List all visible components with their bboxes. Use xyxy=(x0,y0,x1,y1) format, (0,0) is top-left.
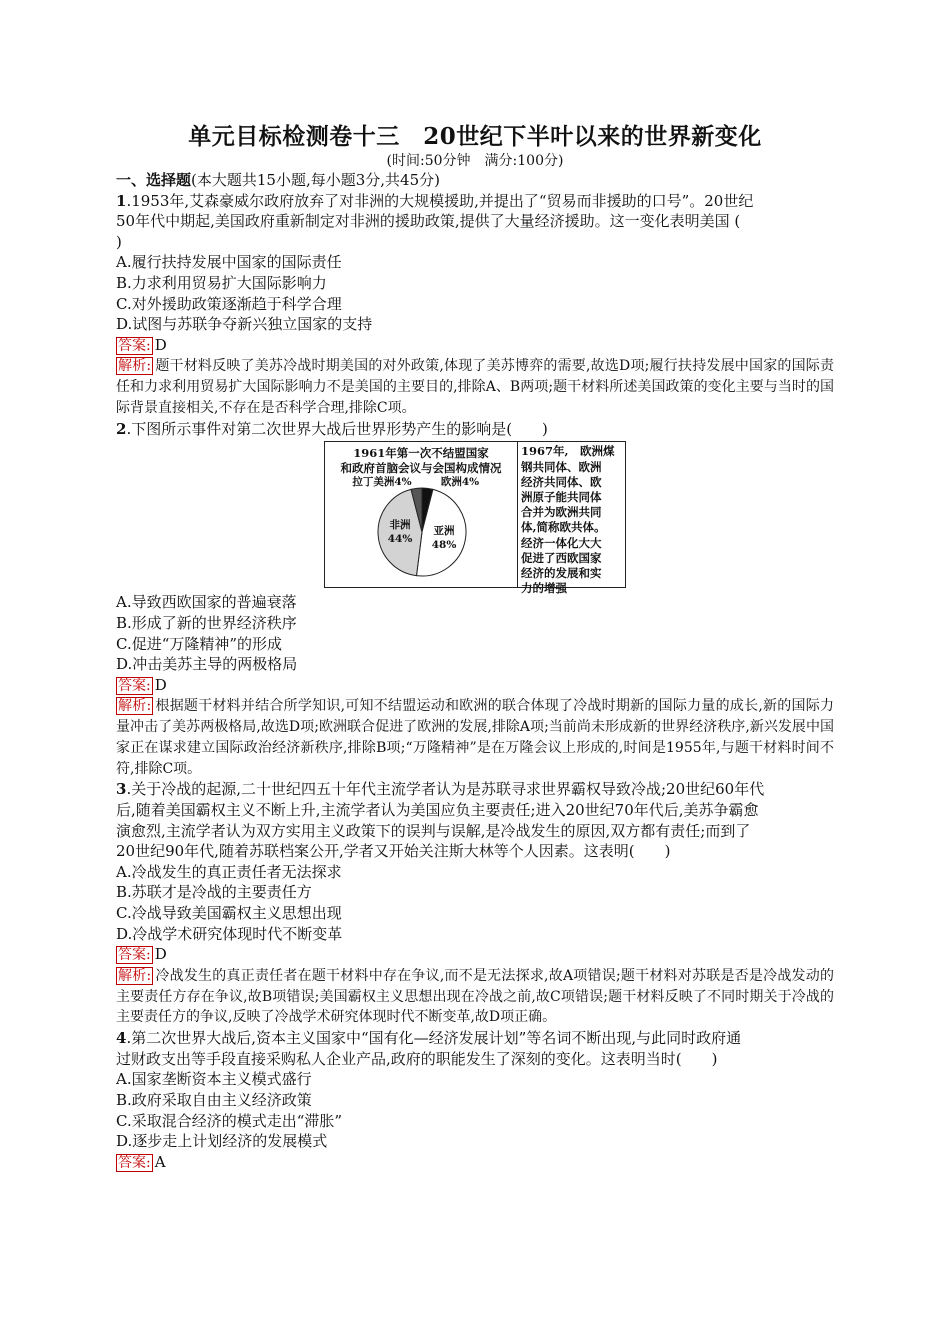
option-d: D.冲击美苏主导的两极格局 xyxy=(116,655,298,674)
figure-text-line: 促进了西欧国家 xyxy=(521,550,602,565)
pie-chart xyxy=(325,476,518,586)
answer-tag: 答案: xyxy=(118,337,151,354)
question-stem-line: 过财政支出等手段直接采购私人企业产品,政府的职能发生了深刻的变化。这表明当时( ) xyxy=(116,1049,718,1068)
answer-value: A xyxy=(154,1152,166,1171)
analysis-tag: 解析: xyxy=(118,967,152,984)
figure-text-line: 1967年, 欧洲煤 xyxy=(521,444,615,459)
answer-line xyxy=(116,1152,834,1174)
question-stem-line xyxy=(116,779,834,800)
option-b: B.形成了新的世界经济秩序 xyxy=(116,613,297,632)
question-number: 4 xyxy=(116,1029,127,1048)
option-c: C.促进“万隆精神”的形成 xyxy=(116,634,283,653)
figure-box xyxy=(324,441,626,596)
analysis-text: 冷战发生的真正责任者在题干材料中存在争议,而不是无法探求,故A项错误;题干材料对苏联是否是冷战发动的主要责任方存在争议,故B项错误;美国霸权主义思想出现在冷战之前,故C项错误;题干材料反映了不同时期关于冷战的主要责任方的争议,反映了冷战学术研究体现时代不断变革,故D项正确。 xyxy=(116,967,834,1026)
question-stem-line: ) xyxy=(116,232,122,251)
answer-line xyxy=(116,944,834,966)
answer-line xyxy=(116,675,834,697)
page-subtitle: (时间:50分钟 满分:100分) xyxy=(386,153,564,169)
analysis-tag: 解析: xyxy=(118,358,152,375)
option-b: B.力求利用贸易扩大国际影响力 xyxy=(116,273,327,292)
question-stem-line: 后,随着美国霸权主义不断上升,主流学者认为美国应负主要责任;进入20世纪70年代后,美苏争霸愈 xyxy=(116,801,759,820)
pie-label-africa: 非洲 xyxy=(389,519,411,532)
analysis-text: 根据题干材料并结合所学知识,可知不结盟运动和欧洲的联合体现了冷战时期新的国际力量的成长,新的国际力量冲击了美苏两极格局,故选D项;欧洲联合促进了欧洲的发展,排除A项;当前尚未形成新的世界经济秩序,新兴发展中国家正在谋求建立国际政治经济新秩序,排除B项;“万隆精神”是在万隆会议上形成的,时间是1955年,与题干材料时间不符,排除C项。 xyxy=(116,698,834,777)
option-d: D.试图与苏联争夺新兴独立国家的支持 xyxy=(116,315,373,334)
option-a: A.导致西欧国家的普遍衰落 xyxy=(116,593,297,612)
chart-title-line-2: 和政府首脑会议与会国构成情况 xyxy=(340,461,502,476)
question-number: 2 xyxy=(116,419,127,438)
question-stem-text: .下图所示事件对第二次世界大战后世界形势产生的影响是( ) xyxy=(126,419,548,438)
option-d: D.冷战学术研究体现时代不断变革 xyxy=(116,924,343,943)
option-a: A.冷战发生的真正责任者无法探求 xyxy=(116,862,342,881)
section-heading: 一、选择题 xyxy=(116,171,192,189)
answer-tag: 答案: xyxy=(118,677,151,694)
figure-text-line: 合并为欧洲共同 xyxy=(521,505,602,520)
figure-text-line: 洲原子能共同体 xyxy=(521,489,602,504)
analysis-block xyxy=(116,966,834,1028)
figure-text-line: 力的增强 xyxy=(521,581,567,596)
analysis-block xyxy=(116,356,834,418)
option-a: A.国家垄断资本主义模式盛行 xyxy=(116,1070,312,1089)
pie-label-europe: 欧洲4% xyxy=(440,476,480,489)
analysis-block xyxy=(116,696,834,779)
option-b: B.政府采取自由主义经济政策 xyxy=(116,1091,312,1109)
chart-title xyxy=(325,446,517,476)
figure-text-line: 经济共同体、欧 xyxy=(521,474,602,489)
analysis-text: 题干材料反映了美苏冷战时期美国的对外政策,体现了美苏博弈的需要,故选D项;履行扶持发展中国家的国际责任和力求利用贸易扩大国际影响力不是美国的主要目的,排除A、B两项;题干材料所述美国政策的变化主要与当时的国际背景直接相关,不存在是否科学合理,排除C项。 xyxy=(116,358,835,416)
question-2 xyxy=(116,419,834,780)
question-stem-line xyxy=(116,419,834,440)
answer-value: D xyxy=(154,675,167,694)
option-d: D.逐步走上计划经济的发展模式 xyxy=(116,1132,328,1151)
question-stem-line: 20世纪90年代,随着苏联档案公开,学者又开始关注斯大林等个人因素。这表明( ) xyxy=(116,842,671,861)
question-stem-text: .1953年,艾森豪威尔政府放弃了对非洲的大规模援助,并提出了“贸易而非援助的口号”。20世纪 xyxy=(126,191,754,210)
pie-label-asia: 亚洲 xyxy=(433,525,455,538)
question-3 xyxy=(116,779,834,1028)
question-stem-text: .关于冷战的起源,二十世纪四五十年代主流学者认为是苏联寻求世界霸权导致冷战;20世纪60年代 xyxy=(126,780,765,799)
pie-label-latin-america: 拉丁美洲4% xyxy=(352,476,412,489)
option-c: C.采取混合经济的模式走出“滞胀” xyxy=(116,1111,343,1130)
option-c: C.对外援助政策逐渐趋于科学合理 xyxy=(116,294,342,313)
figure-text-line: 钢共同体、欧洲 xyxy=(521,459,602,474)
question-stem-line xyxy=(116,191,834,212)
figure-text-line: 经济的发展和实 xyxy=(521,565,602,580)
answer-value: D xyxy=(154,945,167,964)
option-a: A.履行扶持发展中国家的国际责任 xyxy=(116,253,342,272)
option-b: B.苏联才是冷战的主要责任方 xyxy=(116,883,312,902)
pie-chart-panel xyxy=(325,442,518,587)
question-number: 3 xyxy=(116,780,127,799)
figure-text-line: 经济一体化大大 xyxy=(521,535,602,550)
content-body xyxy=(116,170,834,1173)
section-heading-line xyxy=(116,170,834,191)
page-title: 单元目标检测卷十三 20世纪下半叶以来的世界新变化 xyxy=(188,123,762,150)
question-stem-line: 50年代中期起,美国政府重新制定对非洲的援助政策,提供了大量经济援助。这一变化表明美国 ( xyxy=(116,212,741,231)
option-c: C.冷战导致美国霸权主义思想出现 xyxy=(116,904,342,923)
figure-text-line: 体,简称欧共体。 xyxy=(521,520,606,535)
question-stem-line xyxy=(116,1028,834,1049)
pie-value-africa: 44% xyxy=(387,533,413,546)
pie-value-asia: 48% xyxy=(431,539,457,552)
analysis-tag: 解析: xyxy=(118,698,152,715)
answer-tag: 答案: xyxy=(118,947,151,964)
chart-title-line-1: 1961年第一次不结盟国家 xyxy=(353,446,489,461)
answer-tag: 答案: xyxy=(118,1154,151,1171)
question-4 xyxy=(116,1028,834,1173)
answer-line xyxy=(116,335,834,357)
question-number: 1 xyxy=(116,191,127,210)
question-stem-line: 演愈烈,主流学者认为双方实用主义政策下的误判与误解,是冷战发生的原因,双方都有责任;而到了 xyxy=(116,821,751,840)
section-note: (本大题共15小题,每小题3分,共45分) xyxy=(191,171,440,189)
figure-text-panel xyxy=(518,442,625,596)
answer-value: D xyxy=(154,335,167,354)
question-1 xyxy=(116,191,834,419)
question-stem-text: .第二次世界大战后,资本主义国家中“国有化—经济发展计划”等名词不断出现,与此同时政府通 xyxy=(126,1029,742,1048)
